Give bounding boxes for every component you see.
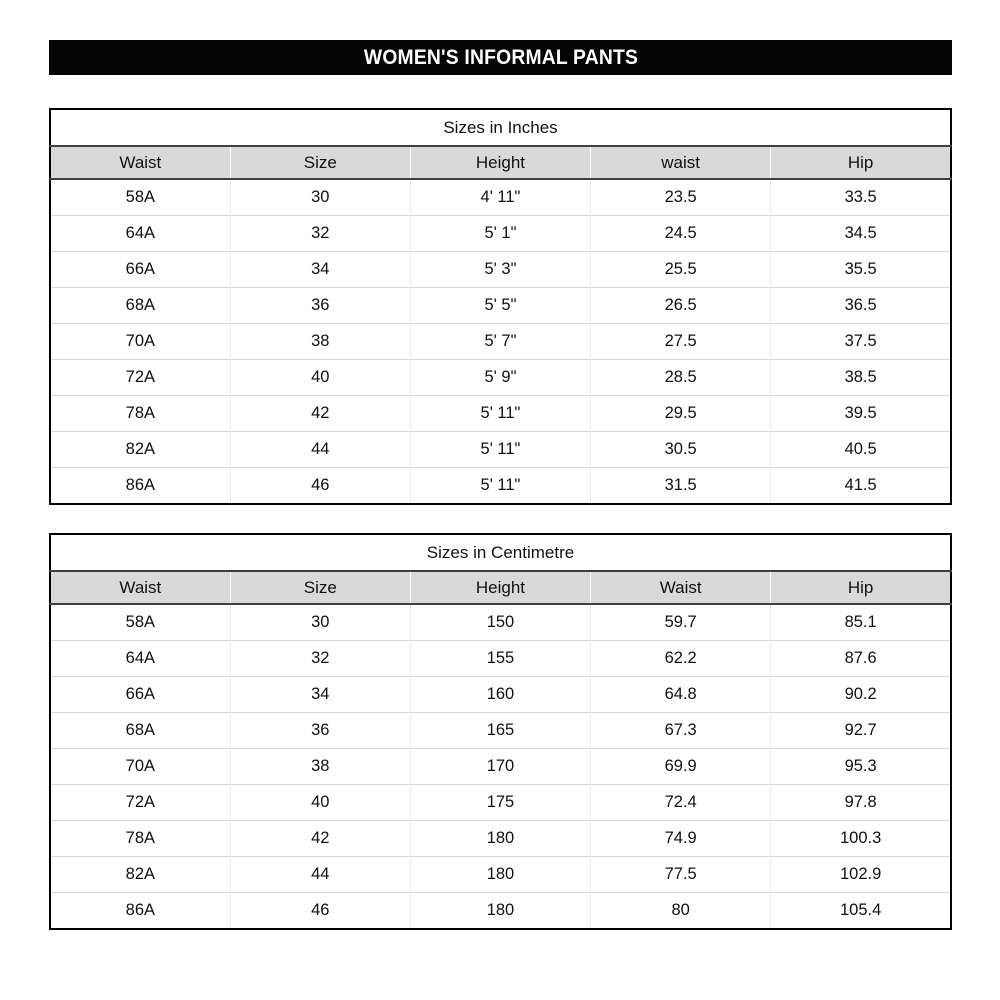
column-header: Waist (591, 571, 771, 604)
table-cell: 97.8 (771, 785, 951, 821)
table-cell: 78A (50, 821, 230, 857)
table-row (50, 396, 951, 432)
table-cell: 38.5 (771, 360, 951, 396)
table-row (50, 360, 951, 396)
table-title: Sizes in Inches (50, 109, 951, 146)
table-cell: 155 (410, 641, 590, 677)
table-row (50, 677, 951, 713)
table-row (50, 432, 951, 468)
table-row (50, 749, 951, 785)
table-cell: 105.4 (771, 893, 951, 930)
table-cell: 70A (50, 749, 230, 785)
table-cell: 64A (50, 216, 230, 252)
table-cell: 69.9 (591, 749, 771, 785)
table-cell: 38 (230, 749, 410, 785)
table-cell: 46 (230, 893, 410, 930)
table-cell: 64A (50, 641, 230, 677)
table-cell: 77.5 (591, 857, 771, 893)
table-cell: 66A (50, 252, 230, 288)
table-cell: 36 (230, 288, 410, 324)
table-header-row (50, 146, 951, 179)
table-cell: 70A (50, 324, 230, 360)
table-cell: 42 (230, 396, 410, 432)
sizes-in-inches-table (49, 108, 952, 505)
table-cell: 180 (410, 893, 590, 930)
table-cell: 30.5 (591, 432, 771, 468)
table-cell: 36.5 (771, 288, 951, 324)
table-cell: 90.2 (771, 677, 951, 713)
table-cell: 72.4 (591, 785, 771, 821)
table-cell: 39.5 (771, 396, 951, 432)
table-cell: 87.6 (771, 641, 951, 677)
table-cell: 78A (50, 396, 230, 432)
table-cell: 40 (230, 360, 410, 396)
table-cell: 68A (50, 288, 230, 324)
table-cell: 5' 11" (410, 396, 590, 432)
table-row (50, 713, 951, 749)
table-row (50, 468, 951, 505)
table-cell: 58A (50, 179, 230, 216)
table-cell: 41.5 (771, 468, 951, 505)
table-title-row (50, 109, 951, 146)
table-cell: 36 (230, 713, 410, 749)
table-row (50, 179, 951, 216)
table-cell: 80 (591, 893, 771, 930)
table-cell: 37.5 (771, 324, 951, 360)
table-cell: 92.7 (771, 713, 951, 749)
table-title: Sizes in Centimetre (50, 534, 951, 571)
table-cell: 66A (50, 677, 230, 713)
table-cell: 40.5 (771, 432, 951, 468)
table-cell: 40 (230, 785, 410, 821)
table-row (50, 821, 951, 857)
sizes-in-centimetre-table (49, 533, 952, 930)
table-cell: 100.3 (771, 821, 951, 857)
table-cell: 86A (50, 893, 230, 930)
table-row (50, 324, 951, 360)
table-cell: 5' 9" (410, 360, 590, 396)
column-header: Waist (50, 146, 230, 179)
table-cell: 5' 1" (410, 216, 590, 252)
table-cell: 23.5 (591, 179, 771, 216)
table-cell: 27.5 (591, 324, 771, 360)
title-banner (49, 40, 952, 75)
table-cell: 67.3 (591, 713, 771, 749)
table-cell: 180 (410, 821, 590, 857)
table-cell: 35.5 (771, 252, 951, 288)
table-cell: 5' 5" (410, 288, 590, 324)
table-cell: 160 (410, 677, 590, 713)
table-title-row (50, 534, 951, 571)
table-cell: 58A (50, 604, 230, 641)
table-cell: 42 (230, 821, 410, 857)
table-row (50, 252, 951, 288)
table-cell: 44 (230, 857, 410, 893)
table-cell: 86A (50, 468, 230, 505)
column-header: Hip (771, 571, 951, 604)
page-title: WOMEN'S INFORMAL PANTS (363, 45, 638, 69)
table-cell: 31.5 (591, 468, 771, 505)
table-cell: 175 (410, 785, 590, 821)
table-cell: 170 (410, 749, 590, 785)
column-header: Height (410, 146, 590, 179)
table-cell: 4' 11" (410, 179, 590, 216)
table-row (50, 216, 951, 252)
table-cell: 82A (50, 857, 230, 893)
column-header: Size (230, 146, 410, 179)
column-header: Height (410, 571, 590, 604)
table-cell: 95.3 (771, 749, 951, 785)
table-cell: 72A (50, 360, 230, 396)
table-cell: 30 (230, 179, 410, 216)
table-row (50, 857, 951, 893)
table-cell: 59.7 (591, 604, 771, 641)
table-cell: 68A (50, 713, 230, 749)
table-cell: 165 (410, 713, 590, 749)
table-cell: 82A (50, 432, 230, 468)
table-header-row (50, 571, 951, 604)
table-cell: 72A (50, 785, 230, 821)
table-cell: 150 (410, 604, 590, 641)
table-cell: 26.5 (591, 288, 771, 324)
column-header: Size (230, 571, 410, 604)
column-header: Hip (771, 146, 951, 179)
table-cell: 38 (230, 324, 410, 360)
table-row (50, 288, 951, 324)
table-cell: 85.1 (771, 604, 951, 641)
table-cell: 25.5 (591, 252, 771, 288)
table-cell: 64.8 (591, 677, 771, 713)
table-row (50, 641, 951, 677)
table-cell: 32 (230, 216, 410, 252)
table-cell: 34 (230, 677, 410, 713)
table-cell: 29.5 (591, 396, 771, 432)
table-cell: 33.5 (771, 179, 951, 216)
table-cell: 102.9 (771, 857, 951, 893)
table-cell: 30 (230, 604, 410, 641)
table-cell: 46 (230, 468, 410, 505)
table-cell: 32 (230, 641, 410, 677)
column-header: waist (591, 146, 771, 179)
table-row (50, 785, 951, 821)
table-cell: 34.5 (771, 216, 951, 252)
table-cell: 5' 11" (410, 468, 590, 505)
table-cell: 34 (230, 252, 410, 288)
table-cell: 5' 11" (410, 432, 590, 468)
table-cell: 5' 7" (410, 324, 590, 360)
table-cell: 74.9 (591, 821, 771, 857)
table-row (50, 893, 951, 930)
table-cell: 28.5 (591, 360, 771, 396)
table-cell: 180 (410, 857, 590, 893)
table-cell: 44 (230, 432, 410, 468)
table-cell: 5' 3" (410, 252, 590, 288)
table-cell: 24.5 (591, 216, 771, 252)
table-cell: 62.2 (591, 641, 771, 677)
column-header: Waist (50, 571, 230, 604)
table-row (50, 604, 951, 641)
